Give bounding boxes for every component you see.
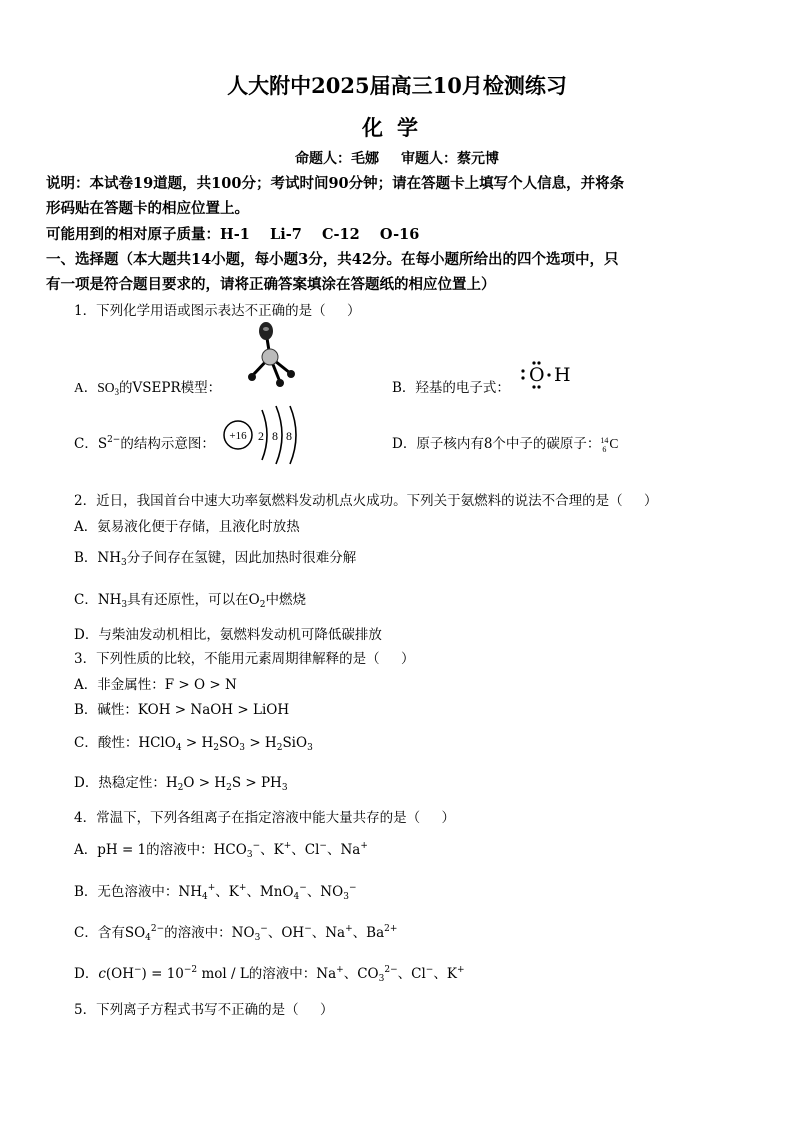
section1-line1: 一、选择题（本大题共14小题，每小题3分，共42分。在每小题所给出的四个选项中，只 xyxy=(46,251,619,268)
q1-option-d: D．原子核内有8个中子的碳原子：14 6 C xyxy=(392,435,619,454)
q4-option-d: D．$c(OH^-) = 10^{-2}$ mol / L的溶液中：Na+、$CO_3^{2-}$、Cl−、K+ xyxy=(74,965,465,984)
q3-stem: 3．下列性质的比较，不能用元素周期律解释的是（ ） xyxy=(74,651,415,667)
page-title: 人大附中2025届高三10月检测练习 xyxy=(227,73,567,98)
section1-line2: 有一项是符合题目要求的，请将正确答案填涂在答题纸的相应位置上） xyxy=(46,276,496,293)
oxygen-symbol: O xyxy=(529,364,545,386)
q1-option-a: A．$SO_3$的VSEPR模型： xyxy=(74,380,222,397)
reviewer: 审题人：蔡元博 xyxy=(401,151,499,167)
q2-option-d: D．与柴油发动机相比，氨燃料发动机可降低碳排放 xyxy=(74,627,382,643)
q4-option-c: C．含有$SO_4^{2-}$的溶液中：$NO_3^-$、OH−、Na+、$Ba^{2+}$ xyxy=(74,924,398,943)
q2-option-b: B．$NH_3$分子间存在氢键，因此加热时很难分解 xyxy=(74,550,357,568)
q4-stem: 4．常温下，下列各组离子在指定溶液中能大量共存的是（ ） xyxy=(74,810,456,826)
nucleus-label: +16 xyxy=(229,430,247,442)
q3-option-b: B．碱性：KOH > NaOH > LiOH xyxy=(74,702,290,718)
hydroxyl-electron-formula xyxy=(516,360,578,390)
authors-line xyxy=(0,148,794,168)
q1-option-b: B．羟基的电子式： xyxy=(392,380,510,396)
instructions-line2: 形码贴在答题卡的相应位置上。 xyxy=(46,200,249,217)
subject-title: 化学 xyxy=(362,115,432,140)
shell-2-count: 8 xyxy=(272,429,278,443)
hydrogen-symbol: H xyxy=(554,364,571,386)
q1-option-c: C．$S^{2-}$的结构示意图： xyxy=(74,435,215,452)
q3-option-d: D．热稳定性：$H_2O > H_2S > PH_3$ xyxy=(74,775,288,793)
q4-option-b: B．无色溶液中：$NH_4^+$、K+、MnO$_4$−、$NO_3^-$ xyxy=(74,883,357,902)
q2-option-a: A．氨易液化便于存储，且液化时放热 xyxy=(74,519,300,535)
q2-stem: 2．近日，我国首台中速大功率氨燃料发动机点火成功。下列关于氨燃料的说法不合理的是（ ） xyxy=(74,493,658,509)
atom-structure-diagram xyxy=(220,404,302,466)
q2-option-c: C．$NH_3$具有还原性，可以在$O_2$中燃烧 xyxy=(74,592,306,610)
q3-option-c: C．酸性：HClO$_4$ > $H_2SO_3 > H_2SiO_3$ xyxy=(74,735,313,753)
atomic-mass-line: 可能用到的相对原子质量：H-1 Li-7 C-12 O-16 xyxy=(46,226,420,243)
q3-option-a: A．非金属性：F > O > N xyxy=(74,677,237,693)
vsepr-model-image xyxy=(244,322,312,392)
q1-stem: 1．下列化学用语或图示表达不正确的是（ ） xyxy=(74,303,361,319)
shell-1-count: 2 xyxy=(258,429,264,443)
q5-stem: 5．下列离子方程式书写不正确的是（ ） xyxy=(74,1002,334,1018)
shell-3-count: 8 xyxy=(286,429,292,443)
author: 命题人：毛娜 xyxy=(295,151,379,167)
instructions-line1: 说明：本试卷19道题，共100分；考试时间90分钟；请在答题卡上填写个人信息，并将条 xyxy=(46,175,625,192)
nuclide-numbers: 14 6 xyxy=(600,435,609,454)
q4-option-a: A．pH = 1的溶液中：$HCO_3^-$、K+、Cl−、Na+ xyxy=(74,841,368,860)
